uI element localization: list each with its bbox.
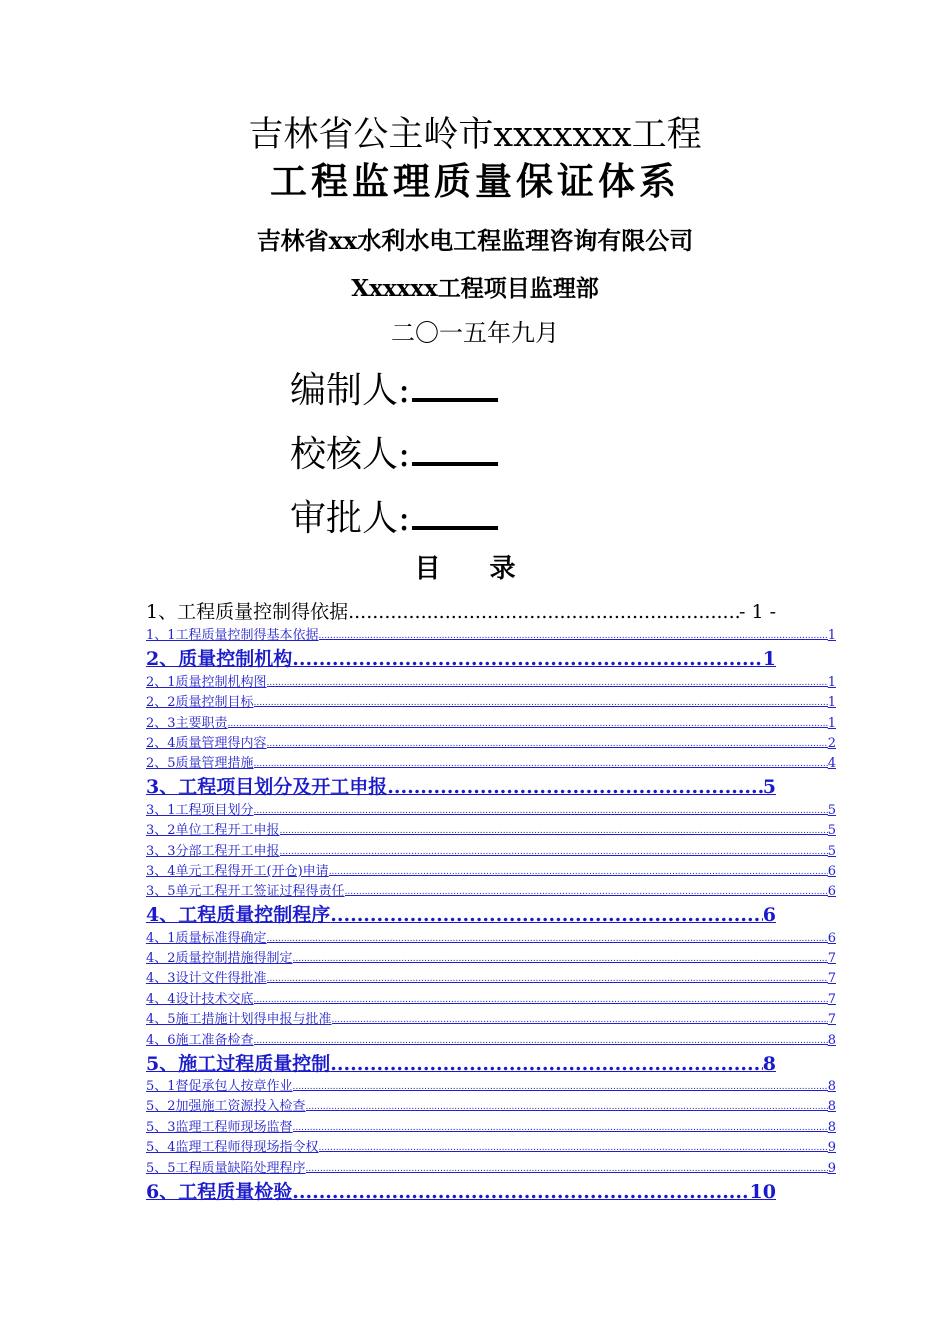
toc-section-link[interactable] — [146, 989, 836, 1009]
toc-entry-label: 3、3分部工程开工申报 — [146, 843, 280, 859]
toc-entry-label: 6、工程质量检验 — [146, 1180, 293, 1203]
toc-entry-page: 5 — [827, 823, 836, 839]
toc-entry-label: 5、施工过程质量控制 — [146, 1052, 331, 1075]
toc-entry-label: 2、5质量管理措施 — [146, 756, 254, 772]
toc-section-link[interactable] — [146, 626, 836, 646]
toc-entry-label: 2、1质量控制机构图 — [146, 674, 267, 690]
toc-title-text: 目 录 — [414, 554, 536, 584]
signature-approver — [290, 492, 498, 541]
toc-leader-dots — [293, 949, 828, 969]
toc-entry-label: 4、5施工措施计划得申报与批准 — [146, 1012, 332, 1028]
toc-entry-page: 2 — [827, 735, 836, 751]
toc-leader-dots — [228, 713, 828, 733]
toc-leader-dots — [332, 1010, 828, 1030]
toc-leader-dots — [319, 1138, 828, 1158]
signature-approver-label: 审批人: — [290, 498, 411, 539]
toc-entry-page: 5 — [827, 802, 836, 818]
toc-entry-label: 4、1质量标准得确定 — [146, 930, 267, 946]
toc-section-link[interactable] — [146, 1077, 836, 1097]
toc-entry-label: 3、5单元工程开工签证过程得责任 — [146, 884, 345, 900]
toc-leader-dots — [254, 693, 828, 713]
toc-section-link[interactable] — [146, 713, 836, 733]
toc-entry-page: 4 — [827, 756, 836, 772]
toc-entry-label: 5、1督促承包人按章作业 — [146, 1079, 293, 1095]
toc-entry-page: 8 — [827, 1099, 836, 1115]
toc-entry-label: 1、工程质量控制得依据 — [146, 601, 349, 623]
toc-leader-dots — [254, 754, 828, 774]
toc-section-link[interactable] — [146, 882, 836, 902]
department-name: Xxxxxx工程项目监理部 — [351, 275, 599, 302]
toc-section-link[interactable] — [146, 1030, 836, 1050]
toc-entry-page: 8 — [827, 1079, 836, 1095]
toc-entry-label: 5、2加强施工资源投入检查 — [146, 1099, 306, 1115]
toc-leader-dots — [306, 1158, 828, 1178]
toc-entry-page: 7 — [827, 971, 836, 987]
toc-entry-page: 1 — [827, 674, 836, 690]
toc-entry-label: 4、3设计文件得批准 — [146, 971, 267, 987]
toc-entry-page: 7 — [827, 1012, 836, 1028]
toc-leader-dots — [267, 734, 828, 754]
signature-approver-blank — [412, 492, 498, 530]
toc-entry-page: 9 — [827, 1160, 836, 1176]
toc-entry-label: 4、6施工准备检查 — [146, 1032, 254, 1048]
toc-entry-page: 10 — [749, 1180, 776, 1203]
toc-leader-dots — [345, 882, 828, 902]
toc-chapter-link[interactable] — [146, 774, 776, 800]
toc-chapter-link[interactable] — [146, 646, 776, 672]
toc-chapter-link[interactable] — [146, 1051, 776, 1077]
document-title-line1: 吉林省公主岭市xxxxxxx工程 — [248, 115, 702, 155]
toc-entry-label: 4、2质量控制措施得制定 — [146, 951, 293, 967]
toc-title — [0, 552, 950, 586]
toc-entry-page: 8 — [762, 1052, 776, 1075]
toc-section-link[interactable] — [146, 672, 836, 692]
toc-leader-dots — [293, 1117, 828, 1137]
toc-leader-dots — [293, 1077, 828, 1097]
toc-leader-dots — [387, 774, 763, 800]
toc-section-link[interactable] — [146, 734, 836, 754]
toc-entry-page: 8 — [827, 1119, 836, 1135]
toc-leader-dots — [319, 626, 828, 646]
toc-entry-label: 1、1工程质量控制得基本依据 — [146, 628, 319, 644]
company-name: 吉林省xx水利水电工程监理咨询有限公司 — [256, 226, 694, 255]
signature-checker-blank — [412, 428, 498, 466]
toc-section-link[interactable] — [146, 693, 836, 713]
toc-section-link[interactable] — [146, 969, 836, 989]
toc-entry-page: 1 — [827, 628, 836, 644]
toc-entry-label: 5、5工程质量缺陷处理程序 — [146, 1160, 306, 1176]
toc-leader-dots — [254, 1030, 828, 1050]
toc-section-link[interactable] — [146, 754, 836, 774]
toc-section-link[interactable] — [146, 1097, 836, 1117]
toc-leader-dots — [330, 902, 763, 928]
toc-entry-page: 9 — [827, 1140, 836, 1156]
toc-leader-dots — [330, 1051, 763, 1077]
document-date: 二〇一五年九月 — [391, 319, 559, 347]
toc-section-link[interactable] — [146, 1158, 836, 1178]
toc-section-link[interactable] — [146, 800, 836, 820]
toc-entry-label: 5、3监理工程师现场监督 — [146, 1119, 293, 1135]
toc-entry-first[interactable] — [146, 598, 776, 626]
toc-entry-page: 6 — [762, 904, 776, 927]
toc-entry-label: 5、4监理工程师得现场指令权 — [146, 1140, 319, 1156]
toc-chapter-link[interactable] — [146, 1179, 776, 1205]
signature-compiler-blank — [412, 364, 498, 402]
toc-section-link[interactable] — [146, 949, 836, 969]
toc-entry-label: 3、1工程项目划分 — [146, 802, 254, 818]
toc-entry-label: 3、工程项目划分及开工申报 — [146, 776, 388, 799]
toc-entry-page: 5 — [827, 843, 836, 859]
toc-entry-page: 5 — [762, 776, 776, 799]
toc-leader-dots — [267, 928, 828, 948]
toc-leader-dots — [280, 841, 828, 861]
toc-entry-label: 2、2质量控制目标 — [146, 695, 254, 711]
toc-entry-page: 1 — [827, 715, 836, 731]
toc-section-link[interactable] — [146, 1117, 836, 1137]
toc-entry-label: 2、4质量管理得内容 — [146, 735, 267, 751]
toc-leader-dots — [348, 598, 739, 626]
toc-entry-label: 3、4单元工程得开工(开仓)申请 — [146, 863, 329, 879]
toc-entry-page: - 1 - — [738, 601, 776, 623]
toc-leader-dots — [267, 672, 828, 692]
toc-section-link[interactable] — [146, 821, 836, 841]
toc-leader-dots — [254, 989, 828, 1009]
toc-entry-page: 6 — [827, 884, 836, 900]
toc-leader-dots — [267, 969, 828, 989]
toc-entry-label: 2、3主要职责 — [146, 715, 228, 731]
toc-section-link[interactable] — [146, 1138, 836, 1158]
signature-compiler-label: 编制人: — [290, 370, 411, 411]
toc-leader-dots — [329, 862, 828, 882]
toc-entry-label: 4、工程质量控制程序 — [146, 904, 331, 927]
toc-section-link[interactable] — [146, 928, 836, 948]
signature-compiler — [290, 364, 498, 413]
toc-section-link[interactable] — [146, 1010, 836, 1030]
signature-checker — [290, 428, 498, 477]
toc-entry-page: 7 — [827, 951, 836, 967]
toc-entry-page: 1 — [827, 695, 836, 711]
toc-leader-dots — [292, 1179, 749, 1205]
signature-checker-label: 校核人: — [290, 434, 411, 475]
toc-entry-page: 7 — [827, 991, 836, 1007]
toc-entry-page: 6 — [827, 930, 836, 946]
toc-leader-dots — [254, 800, 828, 820]
toc-entry-page: 6 — [827, 863, 836, 879]
toc-leader-dots — [292, 646, 763, 672]
toc-section-link[interactable] — [146, 862, 836, 882]
toc-entry-label: 2、质量控制机构 — [146, 648, 293, 671]
document-title-line2: 工程监理质量保证体系 — [270, 159, 680, 203]
toc-chapter-link[interactable] — [146, 902, 776, 928]
toc-entry-label: 3、2单位工程开工申报 — [146, 823, 280, 839]
toc-leader-dots — [280, 821, 828, 841]
toc-section-link[interactable] — [146, 841, 836, 861]
toc-entry-label: 4、4设计技术交底 — [146, 991, 254, 1007]
toc-leader-dots — [306, 1097, 828, 1117]
toc-entry-page: 8 — [827, 1032, 836, 1048]
table-of-contents — [146, 598, 836, 1205]
toc-entry-page: 1 — [762, 648, 776, 671]
